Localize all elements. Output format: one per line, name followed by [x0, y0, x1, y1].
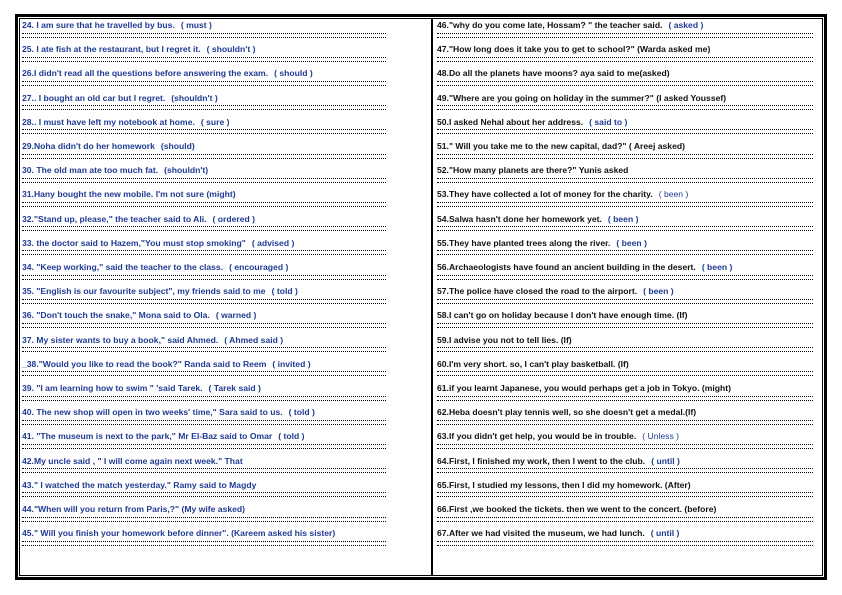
exercise-text: 28.. I must have left my notebook at home.: [22, 116, 195, 127]
answer-line: [22, 517, 386, 522]
exercise-text: 43." I watched the match yesterday." Ramy said to Magdy: [22, 479, 257, 490]
exercise-item: [437, 67, 670, 79]
exercise-text: 63.If you didn't get help, you would be in trouble.: [437, 431, 637, 442]
exercise-item: [437, 213, 638, 225]
exercise-text: 26.I didn't read all the questions before answering the exam.: [22, 68, 269, 79]
answer-line: [437, 299, 813, 304]
exercise-text: 40. The new shop will open in two weeks' time," Sara said to us.: [22, 407, 283, 418]
exercise-item: [22, 309, 256, 321]
exercise-item: [22, 358, 311, 370]
answer-line: [22, 347, 386, 352]
exercise-item: [437, 43, 710, 55]
answer-line: [437, 105, 813, 110]
answer-line: [22, 33, 386, 38]
answer-line: [437, 541, 813, 546]
exercise-item: [437, 164, 628, 176]
exercise-item: [437, 527, 679, 539]
answer-line: [22, 202, 386, 207]
answer-line: [22, 57, 386, 62]
exercise-hint: ( ordered ): [212, 213, 256, 224]
answer-line: [22, 371, 386, 376]
exercise-text: _38."Would you like to read the book?" Randa said to Reem: [22, 358, 267, 369]
exercise-text: 35. "English is our favourite subject", my friends said to me: [22, 286, 266, 297]
exercise-item: [437, 309, 687, 321]
exercise-text: 48.Do all the planets have moons? aya said to me(asked): [437, 68, 670, 79]
exercise-hint: ( encouraged ): [229, 262, 289, 272]
exercise-text: 42.My uncle said , " I will come again next week." That: [22, 455, 243, 466]
exercise-text: 51." Will you take me to the new capital, dad?" ( Areej asked): [437, 141, 685, 151]
exercise-item: [22, 237, 294, 249]
answer-line: [437, 371, 813, 376]
exercise-item: [22, 140, 195, 152]
exercise-item: [22, 455, 243, 467]
answer-line: [437, 33, 813, 38]
answer-line: [22, 396, 386, 401]
answer-line: [437, 275, 813, 280]
exercise-text: 24. I am sure that he travelled by bus.: [22, 20, 175, 30]
exercise-item: [22, 406, 315, 418]
answer-line: [437, 347, 813, 352]
exercise-item: [22, 527, 335, 539]
exercise-item: [22, 261, 288, 273]
answer-line: [437, 81, 813, 86]
exercise-text: 34. "Keep working," said the teacher to the class.: [22, 262, 224, 272]
exercise-text: 39. "I am learning how to swim " 'said Tarek.: [22, 383, 203, 393]
exercise-text: 60.I'm very short. so, I can't play basketball. (If): [437, 358, 629, 369]
exercise-item: [22, 188, 236, 200]
exercise-item: [22, 285, 298, 297]
exercise-text: 65.First, I studied my lessons, then I did my homework. (After): [437, 479, 691, 490]
answer-line: [437, 226, 813, 231]
exercise-hint: ( Tarek said ): [208, 383, 261, 393]
exercise-hint: ( sure ): [200, 116, 230, 127]
exercise-hint: (shouldn't ): [171, 92, 218, 103]
answer-line: [22, 178, 386, 183]
exercise-hint: ( said to ): [589, 116, 628, 127]
answer-line: [22, 444, 386, 449]
exercise-hint: ( until ): [651, 455, 680, 466]
exercise-text: 55.They have planted trees along the river.: [437, 237, 611, 248]
exercise-hint: ( been ): [607, 213, 639, 224]
exercise-hint: ( must ): [180, 20, 212, 30]
exercise-hint: (should): [160, 141, 195, 151]
exercise-text: 56.Archaeologists have found an ancient building in the desert.: [437, 262, 696, 272]
exercise-hint: ( told ): [278, 431, 305, 442]
exercise-item: [22, 19, 212, 31]
answer-line: [437, 250, 813, 255]
answer-line: [22, 468, 386, 473]
exercise-text: 54.Salwa hasn't done her homework yet.: [437, 213, 602, 224]
exercise-text: 46."why do you come late, Hossam? " the teacher said.: [437, 20, 663, 30]
exercise-hint: ( told ): [288, 407, 315, 418]
exercise-item: [437, 140, 685, 152]
column-divider: [431, 18, 433, 576]
answer-line: [437, 492, 813, 497]
answer-line: [22, 541, 386, 546]
answer-line: [437, 154, 813, 159]
exercise-item: [437, 503, 716, 515]
exercise-text: 30. The old man ate too much fat.: [22, 165, 159, 176]
answer-line: [22, 492, 386, 497]
exercise-text: 47."How long does it take you to get to school?" (Warda asked me): [437, 44, 711, 55]
exercise-item: [437, 92, 726, 104]
exercise-item: [437, 237, 647, 249]
exercise-text: 36. "Don't touch the snake," Mona said to Ola.: [22, 310, 210, 321]
exercise-text: 62.Heba doesn't play tennis well, so she doesn't get a medal.(If): [437, 407, 697, 418]
exercise-item: [437, 19, 703, 31]
exercise-text: 61.if you learnt Japanese, you would perhaps get a job in Tokyo. (might): [437, 383, 731, 393]
answer-line: [22, 250, 386, 255]
exercise-text: 37. My sister wants to buy a book," said Ahmed.: [22, 334, 219, 345]
exercise-item: [22, 430, 305, 442]
exercise-text: 25. I ate fish at the restaurant, but I regret it.: [22, 44, 201, 55]
answer-line: [22, 323, 386, 328]
exercise-text: 57.The police have closed the road to the airport.: [437, 286, 638, 297]
exercise-text: 33. the doctor said to Hazem,"You must stop smoking": [22, 237, 246, 248]
exercise-text: 29.Noha didn't do her homework: [22, 141, 155, 151]
answer-line: [437, 468, 813, 473]
exercise-item: [22, 213, 255, 225]
exercise-text: 58.I can't go on holiday because I don't have enough time. (If): [437, 310, 688, 321]
answer-line: [22, 81, 386, 86]
exercise-text: 27.. I bought an old car but I regret.: [22, 92, 166, 103]
exercise-item: [437, 188, 688, 200]
exercise-text: 67.After we had visited the museum, we had lunch.: [437, 528, 645, 539]
exercise-hint: (shouldn't): [164, 165, 209, 176]
exercise-item: [22, 116, 230, 128]
answer-line: [22, 275, 386, 280]
exercise-text: 41. "The museum is next to the park," Mr El-Baz said to Omar: [22, 431, 273, 442]
exercise-text: 49."Where are you going on holiday in the summer?" (I asked Youssef): [437, 92, 727, 103]
answer-line: [437, 202, 813, 207]
exercise-hint: ( warned ): [215, 310, 257, 321]
answer-line: [437, 178, 813, 183]
exercise-item: [437, 334, 572, 346]
exercise-item: [437, 430, 679, 442]
exercise-hint: ( been ): [643, 286, 674, 297]
exercise-item: [22, 503, 245, 515]
exercise-hint: ( told ): [271, 286, 298, 297]
exercise-hint: ( been ): [658, 189, 689, 200]
exercise-text: 66.First ,we booked the tickets. then we went to the concert. (before): [437, 504, 717, 514]
exercise-hint: ( been ): [701, 262, 733, 272]
answer-line: [437, 396, 813, 401]
exercise-item: [437, 406, 696, 418]
exercise-text: 50.I asked Nehal about her address.: [437, 116, 584, 127]
exercise-item: [22, 164, 208, 176]
exercise-hint: ( until ): [650, 528, 680, 539]
answer-line: [22, 226, 386, 231]
exercise-hint: ( shouldn't ): [206, 44, 256, 55]
answer-line: [437, 517, 813, 522]
exercise-text: 53.They have collected a lot of money for the charity.: [437, 189, 653, 200]
exercise-hint: ( should ): [274, 68, 313, 79]
exercise-item: [22, 67, 313, 79]
exercise-item: [437, 479, 691, 491]
exercise-item: [437, 358, 629, 370]
exercise-item: [437, 285, 674, 297]
exercise-item: [22, 382, 261, 394]
answer-line: [437, 420, 813, 425]
answer-line: [22, 129, 386, 134]
exercise-hint: ( invited ): [272, 358, 311, 369]
answer-line: [22, 154, 386, 159]
answer-line: [437, 129, 813, 134]
exercise-hint: ( been ): [616, 237, 647, 248]
answer-line: [437, 444, 813, 449]
exercise-text: 59.I advise you not to tell lies. (If): [437, 334, 572, 345]
exercise-item: [437, 116, 627, 128]
exercise-item: [437, 455, 680, 467]
exercise-hint: ( asked ): [668, 20, 704, 30]
answer-line: [437, 323, 813, 328]
exercise-item: [437, 261, 732, 273]
exercise-item: [22, 92, 218, 104]
exercise-text: 44."When will you return from Paris,?" (My wife asked): [22, 504, 246, 514]
answer-line: [22, 420, 386, 425]
answer-line: [437, 57, 813, 62]
exercise-item: [22, 43, 255, 55]
exercise-item: [437, 382, 731, 394]
answer-line: [22, 299, 386, 304]
exercise-hint: ( Ahmed said ): [224, 334, 284, 345]
exercise-item: [22, 479, 256, 491]
exercise-text: 32."Stand up, please," the teacher said to Ali.: [22, 213, 207, 224]
answer-line: [22, 105, 386, 110]
exercise-item: [22, 334, 283, 346]
exercise-text: 64.First, I finished my work, then I went to the club.: [437, 455, 646, 466]
exercise-text: 52."How many planets are there?" Yunis asked: [437, 165, 629, 176]
exercise-text: 45." Will you finish your homework before dinner". (Kareem asked his sister): [22, 528, 336, 539]
exercise-text: 31.Hany bought the new mobile. I'm not sure (might): [22, 189, 236, 200]
exercise-hint: ( Unless ): [642, 431, 680, 442]
exercise-hint: ( advised ): [251, 237, 295, 248]
